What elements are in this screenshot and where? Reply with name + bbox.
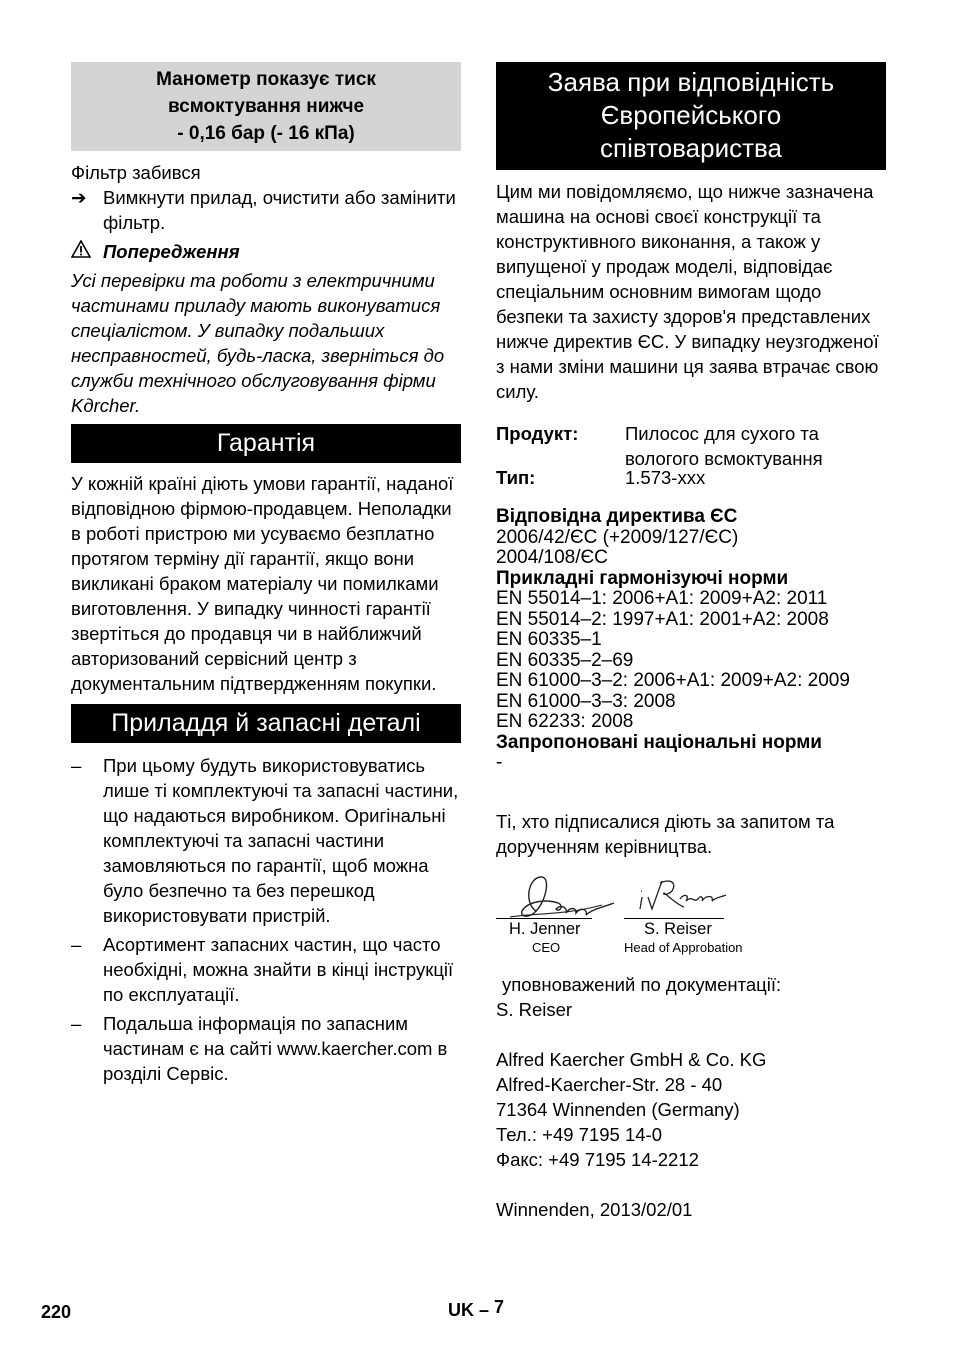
- norm-line: EN 55014–2: 1997+A1: 2001+A2: 2008: [496, 608, 829, 630]
- national-norms-heading: Запропоновані національні норми: [496, 731, 822, 753]
- gauge-heading-line-3: - 0,16 бар (- 16 кПа): [177, 123, 355, 144]
- section-page: 7: [494, 1297, 505, 1317]
- declaration-heading-line-2: Європейського: [600, 100, 782, 130]
- signature-reiser-icon: [634, 875, 734, 915]
- parts-list: [71, 753, 461, 1086]
- national-norms-value: -: [496, 752, 503, 773]
- company-address: [496, 1047, 886, 1172]
- page-number: 220: [41, 1302, 72, 1322]
- dash-bullet: –: [71, 755, 82, 776]
- type-value: 1.573-xxx: [625, 467, 706, 488]
- warning-text: Усі перевірки та роботи з електричними частинами приладу мають виконуватися спеціалістом. У випадку подальших несправностей, будь-ласка, зверніться до служби технічного обслуговування фірми Kдrcher.: [71, 270, 445, 416]
- address-line: 71364 Winnenden (Germany): [496, 1098, 740, 1120]
- address-line: Тел.: +49 7195 14-0: [496, 1123, 662, 1145]
- signer-jenner-name: H. Jenner: [509, 919, 581, 938]
- authorized-label: уповноважений по документації:: [502, 973, 782, 995]
- address-line: Alfred-Kaercher-Str. 28 - 40: [496, 1073, 723, 1095]
- parts-item-text: При цьому будуть використовуватись лише ті комплектуючі та запасні частини, що надаються виробником. Оригінальні комплектуючі та запасні частини замовляються по гарантії, щоб можна було безпечно та без перешкод використовувати пристрій.: [103, 755, 459, 926]
- signature-jenner-icon: [506, 873, 618, 923]
- gauge-heading-line-2: всмоктування нижче: [167, 96, 365, 117]
- product-value: Пилосос для сухого та вологого всмоктування: [625, 423, 823, 469]
- dash-bullet: –: [71, 1013, 82, 1034]
- directive-heading: Відповідна директива ЄС: [496, 506, 738, 527]
- place-date: Winnenden, 2013/02/01: [496, 1198, 693, 1220]
- norm-line: EN 61000–3–2: 2006+A1: 2009+A2: 2009: [496, 670, 850, 691]
- directive-line: 2004/108/ЄС: [496, 547, 608, 568]
- norm-line: EN 62233: 2008: [496, 711, 634, 732]
- section-label: UK –: [448, 1300, 490, 1320]
- signer-reiser-name: S. Reiser: [644, 919, 712, 938]
- address-line: Alfred Kaercher GmbH & Co. KG: [496, 1048, 767, 1070]
- parts-item-text: Асортимент запасних частин, що часто необхідні, можна знайти в кінці інструкції по експлуатації.: [103, 934, 454, 1005]
- list-item: [71, 932, 461, 1007]
- arrow-right-icon: ➔: [71, 187, 87, 208]
- declaration-heading-line-1: Заява при відповідність: [547, 67, 835, 97]
- norm-line: EN 60335–2–69: [496, 649, 634, 671]
- norm-line: EN 61000–3–3: 2008: [496, 690, 676, 712]
- declaration-heading-line-3: співтовариства: [599, 133, 783, 163]
- list-item: [71, 753, 461, 928]
- directive-line: 2006/42/ЄС (+2009/127/ЄС): [496, 526, 739, 548]
- parts-heading: Приладдя й запасні деталі: [71, 704, 461, 743]
- norm-line: EN 55014–1: 2006+A1: 2009+A2: 2011: [496, 588, 828, 609]
- left-column: [71, 62, 461, 1090]
- directives-block: [496, 507, 886, 774]
- parts-item-text: Подальша інформація по запасним частинам є на сайті www.kaercher.com в розділі Сервіс.: [103, 1013, 448, 1084]
- norm-line: EN 60335–1: [496, 629, 602, 650]
- address-line: Факс: +49 7195 14-2212: [496, 1148, 699, 1170]
- remedy-text: Вимкнути прилад, очистити або замінити фільтр.: [103, 187, 456, 233]
- dash-bullet: –: [71, 934, 82, 955]
- remedy-action: [71, 185, 461, 235]
- type-label: Тип:: [496, 467, 536, 488]
- signer-reiser-role: Head of Approbation: [624, 939, 743, 955]
- warning-triangle-icon: [71, 239, 103, 264]
- signatures-block: [496, 873, 886, 965]
- fault-cause: Фільтр забився: [71, 162, 201, 183]
- authorized-name: S. Reiser: [496, 998, 573, 1020]
- warning-title: Попередження: [103, 241, 240, 262]
- declaration-intro: Цим ми повідомляємо, що нижче зазначена машина на основі своєї конструкції та конструктивного виконання, а також у випущеної у продаж моделі, відповідає спеціальним основним вимогам щодо безпеки та захисту здоров'я представлених нижче директив ЄС. У випадку неузгодженої з нами зміни машини ця заява втрачає свою силу.: [496, 181, 879, 402]
- warning-title-row: [71, 239, 461, 264]
- product-row: [496, 421, 886, 471]
- signer-jenner-role: CEO: [532, 939, 561, 955]
- declaration-heading: [496, 62, 886, 170]
- product-label: Продукт:: [496, 423, 579, 444]
- gauge-heading-line-1: Манометр показує тиск: [156, 69, 376, 90]
- list-item: [71, 1011, 461, 1086]
- section-footer: [448, 1298, 504, 1323]
- signatories-text: Ті, хто підписалися діють за запитом та дорученням керівництва.: [496, 810, 835, 857]
- gauge-pressure-heading: [71, 62, 461, 151]
- warranty-text: У кожній країні діють умови гарантії, наданої відповідною фірмою-продавцем. Неполадки в роботі пристрою ми усуваємо безплатно протягом терміну дії гарантії, якщо вони викликані браком матеріалу чи помилками виготовлення. У випадку чинності гарантії звертіться до продавця чи в найближчий авторизований сервісний центр з документальним підтвердженням покупки.: [71, 473, 454, 694]
- norms-heading: Прикладні гармонізуючі норми: [496, 567, 789, 589]
- right-column: [496, 62, 886, 1222]
- warranty-heading: Гарантія: [71, 424, 461, 463]
